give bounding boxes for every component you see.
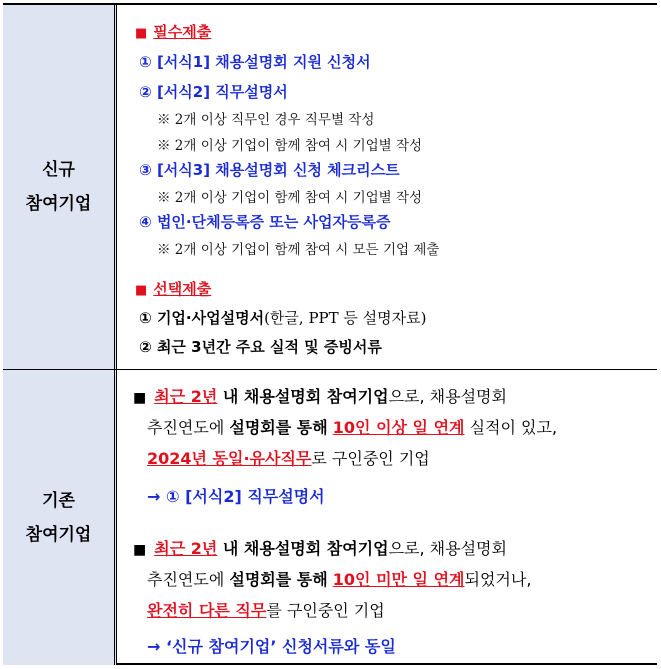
block2-line3: 완전히 다른 직무를 구인중인 기업 [147,601,385,620]
required-item-4: ④ 법인·단체등록증 또는 사업자등록증 [139,213,391,231]
black-square-bullet-icon: ■ [133,542,147,558]
header-new-line1: 신규 [42,160,75,180]
required-title [135,21,211,42]
block2-line2: 추진연도에 설명회를 통해 10인 미만 일 연계되었거나, [147,570,532,589]
block1-arrow: → ① [서식2] 직무설명서 [147,487,325,506]
optional-title [135,278,211,299]
block1-line3: 2024년 동일·유사직무로 구인중인 기업 [147,449,430,468]
note-1: ※ 2개 이상 직무인 경우 직무별 작성 [157,112,375,128]
note-4: ※ 2개 이상 기업이 함께 참여 시 모든 기업 제출 [157,242,440,258]
required-title-text: 필수제출 [153,23,212,41]
cell-existing-company [117,370,657,665]
note-2: ※ 2개 이상 기업이 함께 참여 시 기업별 작성 [157,138,423,154]
header-new-line2: 참여기업 [25,194,92,214]
optional-title-text: 선택제출 [153,280,212,298]
block2-line1: ■ 최근 2년 내 채용설명회 참여기업으로, 채용설명회 [133,539,507,558]
optional-item-1: ① 기업·사업설명서(한글, PPT 등 설명자료) [139,309,427,327]
red-square-bullet-icon: ■ [135,283,148,298]
required-item-1: ① [서식1] 채용설명회 지원 신청서 [139,53,371,71]
header-new-company [3,5,117,369]
required-item-3: ③ [서식3] 채용설명회 신청 체크리스트 [139,161,400,179]
optional-item-2: ② 최근 3년간 주요 실적 및 증빙서류 [139,338,382,356]
block1-line1: ■ 최근 2년 내 채용설명회 참여기업으로, 채용설명회 [133,387,507,406]
submission-table [3,3,657,665]
note-3: ※ 2개 이상 기업이 함께 참여 시 기업별 작성 [157,190,423,206]
red-square-bullet-icon: ■ [135,26,148,41]
cell-new-company [117,5,657,369]
header-existing-line2: 참여기업 [25,524,92,545]
required-item-2: ② [서식2] 직무설명서 [139,83,288,101]
row-new-company [3,5,657,370]
block1-line2: 추진연도에 설명회를 통해 10인 이상 일 연계 실적이 있고, [147,418,558,437]
block2-arrow: → ‘신규 참여기업’ 신청서류와 동일 [147,637,396,656]
header-existing-line1: 기존 [42,490,75,511]
header-existing-company [3,370,117,665]
row-existing-company [3,370,657,665]
black-square-bullet-icon: ■ [133,390,147,406]
